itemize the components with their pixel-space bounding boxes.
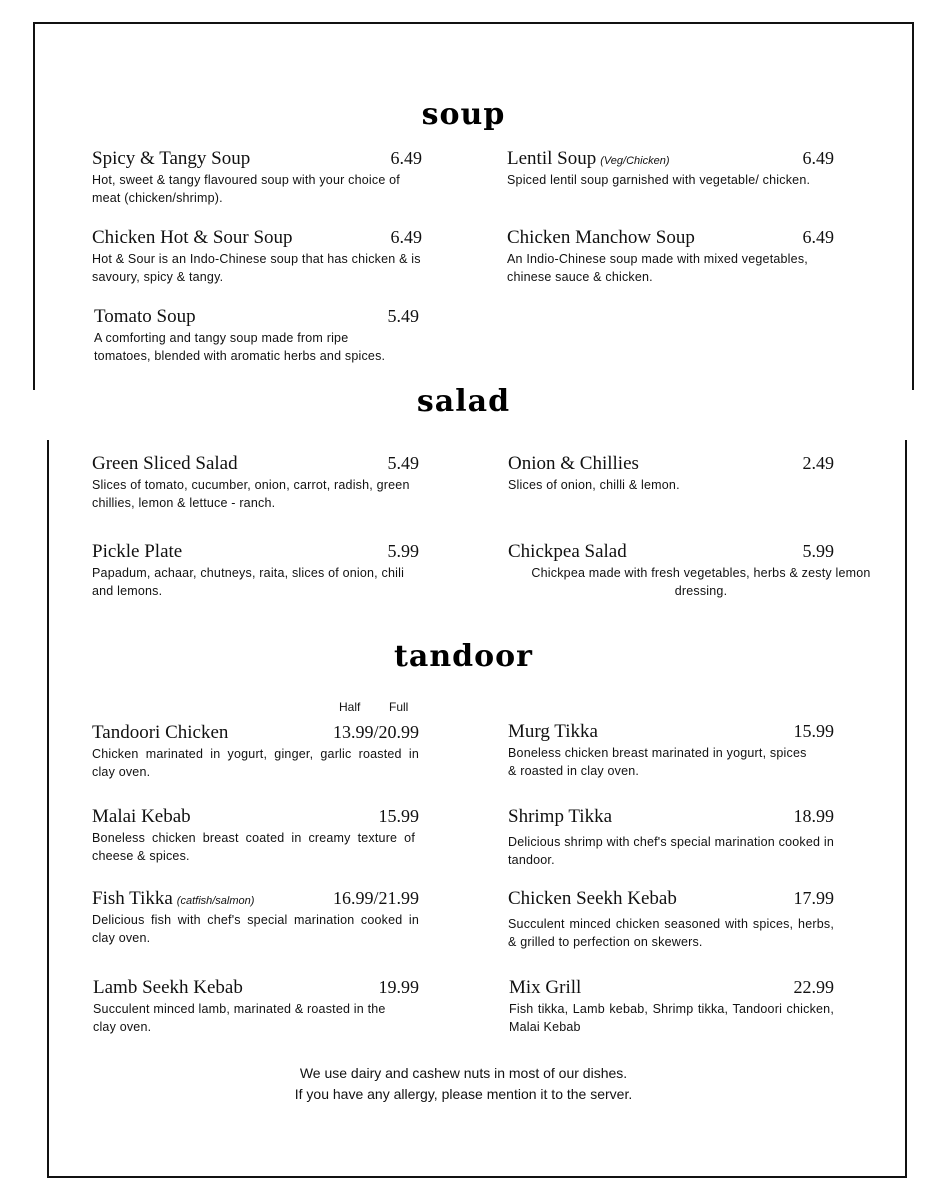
item-price: 15.99: [378, 806, 419, 826]
menu-item: [508, 541, 871, 600]
item-name: Chicken Seekh Kebab: [508, 888, 677, 909]
menu-item: [508, 888, 834, 951]
item-note: (Veg/Chicken): [600, 155, 670, 167]
item-price: 5.49: [387, 306, 419, 326]
frame-border-right: [912, 22, 914, 390]
frame-border-left: [33, 22, 35, 390]
item-name: Spicy & Tangy Soup: [92, 148, 251, 169]
menu-item: [507, 227, 834, 286]
item-description: Hot & Sour is an Indo-Chinese soup that has chicken & is savoury, spicy & tangy.: [92, 252, 421, 284]
half-column-label: Half: [339, 700, 361, 714]
item-price: 2.49: [802, 453, 834, 473]
item-price: 15.99: [793, 721, 834, 741]
item-name: Murg Tikka: [508, 721, 598, 742]
item-price: 6.49: [802, 227, 834, 247]
menu-item: [92, 227, 422, 286]
menu-item: [92, 453, 419, 512]
item-description: Hot, sweet & tangy flavoured soup with your choice of meat (chicken/shrimp).: [92, 173, 400, 205]
section-title-salad: salad: [416, 384, 511, 419]
item-description: A comforting and tangy soup made from ripe tomatoes, blended with aromatic herbs and spices.: [94, 331, 386, 363]
item-name: Lamb Seekh Kebab: [93, 977, 243, 998]
item-name: Tandoori Chicken: [92, 722, 229, 743]
menu-item: [92, 806, 419, 865]
item-name: Chicken Manchow Soup: [507, 227, 695, 248]
item-description: Fish tikka, Lamb kebab, Shrimp tikka, Tandoori chicken, Malai Kebab: [509, 1002, 834, 1034]
item-description: Delicious shrimp with chef's special marination cooked in tandoor.: [508, 835, 834, 867]
menu-item: [92, 888, 419, 947]
item-name: Pickle Plate: [92, 541, 183, 562]
item-description: Boneless chicken breast coated in creamy texture of cheese & spices.: [92, 831, 415, 863]
menu-item: [508, 721, 834, 780]
item-name: Chickpea Salad: [508, 541, 627, 562]
menu-item: [508, 453, 834, 494]
item-description: Papadum, achaar, chutneys, raita, slices of onion, chili and lemons.: [92, 566, 405, 598]
item-description: Delicious fish with chef's special marination cooked in clay oven.: [92, 913, 419, 945]
item-price: 13.99/20.99: [332, 722, 419, 742]
item-name: Tomato Soup: [94, 306, 196, 327]
item-description: Succulent minced chicken seasoned with spices, herbs, & grilled to perfection on skewers.: [508, 917, 834, 949]
item-name: Green Sliced Salad: [92, 453, 238, 474]
item-name: Shrimp Tikka: [508, 806, 613, 827]
allergy-note-line-1: We use dairy and cashew nuts in most of our dishes.: [299, 1065, 628, 1081]
menu-item: [508, 806, 834, 869]
item-price: 18.99: [793, 806, 834, 826]
menu-item: [507, 148, 834, 189]
allergy-note-line-2: If you have any allergy, please mention it to the server.: [294, 1086, 633, 1102]
item-description: An Indio-Chinese soup made with mixed vegetables, chinese sauce & chicken.: [507, 252, 808, 284]
item-price: 22.99: [793, 977, 834, 997]
item-description: Succulent minced lamb, marinated & roasted in the clay oven.: [93, 1002, 386, 1034]
item-price: 5.99: [802, 541, 834, 561]
item-price: 6.49: [802, 148, 834, 168]
item-description: Boneless chicken breast marinated in yogurt, spices & roasted in clay oven.: [508, 746, 807, 778]
frame-border-top: [33, 22, 914, 24]
item-description: Spiced lentil soup garnished with vegetable/ chicken.: [507, 173, 811, 187]
item-description: Slices of onion, chilli & lemon.: [508, 478, 680, 492]
allergy-note: [0, 1063, 927, 1105]
item-name: Chicken Hot & Sour Soup: [92, 227, 293, 248]
item-price: 6.49: [390, 227, 422, 247]
item-name: Fish Tikka (catfish/salmon): [92, 888, 255, 909]
item-description: Chicken marinated in yogurt, ginger, garlic roasted in clay oven.: [92, 747, 419, 779]
item-name: Onion & Chillies: [508, 453, 639, 474]
item-name: Mix Grill: [509, 977, 582, 998]
item-price: 17.99: [793, 888, 834, 908]
item-description: Slices of tomato, cucumber, onion, carrot, radish, green chillies, lemon & lettuce - ranch.: [92, 478, 410, 510]
menu-item: [92, 722, 419, 781]
item-price: 5.49: [387, 453, 419, 473]
menu-item: [509, 977, 834, 1036]
item-name: Malai Kebab: [92, 806, 191, 827]
section-title-tandoor: tandoor: [394, 639, 533, 674]
menu-item: [92, 148, 422, 207]
item-description: Chickpea made with fresh vegetables, herbs & zesty lemon dressing.: [531, 566, 871, 598]
frame-border-bottom: [47, 1176, 907, 1178]
full-column-label: Full: [389, 700, 409, 714]
section-title-soup: soup: [421, 97, 506, 132]
menu-item: [94, 306, 419, 365]
item-name: Lentil Soup (Veg/Chicken): [507, 148, 670, 169]
item-price: 6.49: [390, 148, 422, 168]
item-price: 19.99: [378, 977, 419, 997]
item-price: 16.99/21.99: [332, 888, 419, 908]
menu-item: [93, 977, 419, 1036]
item-price: 5.99: [387, 541, 419, 561]
menu-item: [92, 541, 419, 600]
item-note: (catfish/salmon): [176, 895, 255, 907]
